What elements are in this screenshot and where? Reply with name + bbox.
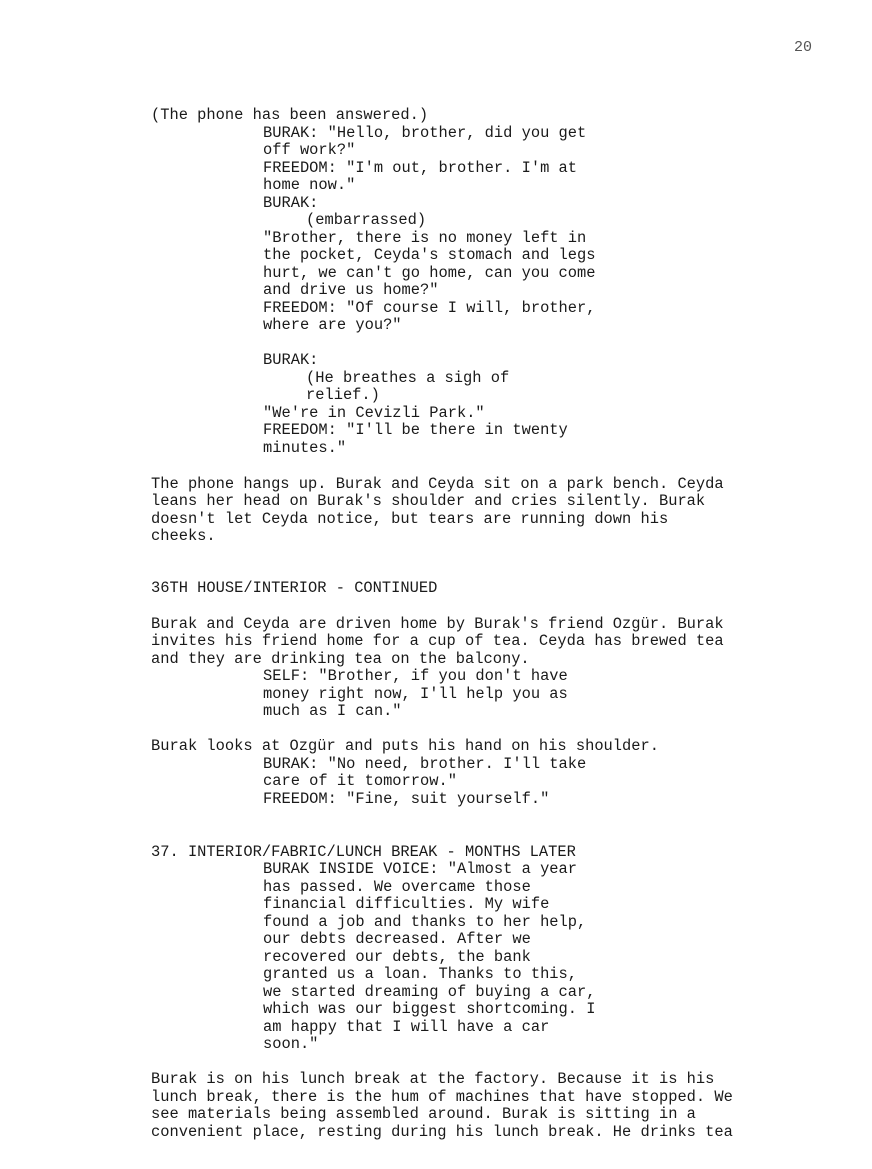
dialogue-line: which was our biggest shortcoming. I: [263, 1000, 596, 1018]
dialogue-line: soon.": [263, 1035, 319, 1053]
dialogue-line: where are you?": [263, 316, 402, 334]
dialogue-line: "We're in Cevizli Park.": [263, 404, 485, 422]
character-cue: BURAK:: [263, 194, 319, 212]
dialogue-line: "Brother, there is no money left in: [263, 229, 587, 247]
dialogue-line: BURAK: "Hello, brother, did you get: [263, 124, 587, 142]
dialogue-line: hurt, we can't go home, can you come: [263, 264, 596, 282]
dialogue-line: our debts decreased. After we: [263, 930, 531, 948]
character-cue: BURAK:: [263, 351, 319, 369]
parenthetical: (embarrassed): [306, 211, 427, 229]
dialogue-line: minutes.": [263, 439, 347, 457]
action-line: leans her head on Burak's shoulder and cries silently. Burak: [151, 492, 706, 510]
action-line: The phone hangs up. Burak and Ceyda sit on a park bench. Ceyda: [151, 475, 724, 493]
dialogue-line: FREEDOM: "I'm out, brother. I'm at: [263, 159, 578, 177]
scene-heading: 37. INTERIOR/FABRIC/LUNCH BREAK - MONTHS LATER: [151, 843, 576, 861]
action-line: (The phone has been answered.): [151, 106, 429, 124]
action-line: doesn't let Ceyda notice, but tears are running down his: [151, 510, 669, 528]
dialogue-line: granted us a loan. Thanks to this,: [263, 965, 578, 983]
dialogue-line: off work?": [263, 141, 356, 159]
action-line: see materials being assembled around. Burak is sitting in a: [151, 1105, 696, 1123]
action-line: Burak is on his lunch break at the factory. Because it is his: [151, 1070, 715, 1088]
action-line: Burak and Ceyda are driven home by Burak's friend Ozgür. Burak: [151, 615, 724, 633]
dialogue-line: and drive us home?": [263, 281, 439, 299]
dialogue-line: FREEDOM: "I'll be there in twenty: [263, 421, 568, 439]
dialogue-line: FREEDOM: "Of course I will, brother,: [263, 299, 596, 317]
scene-heading: 36TH HOUSE/INTERIOR - CONTINUED: [151, 579, 438, 597]
dialogue-line: we started dreaming of buying a car,: [263, 983, 596, 1001]
dialogue-line: recovered our debts, the bank: [263, 948, 531, 966]
dialogue-line: BURAK INSIDE VOICE: "Almost a year: [263, 860, 578, 878]
action-line: invites his friend home for a cup of tea. Ceyda has brewed tea: [151, 632, 724, 650]
dialogue-line: financial difficulties. My wife: [263, 895, 550, 913]
parenthetical: (He breathes a sigh of: [306, 369, 510, 387]
dialogue-line: money right now, I'll help you as: [263, 685, 568, 703]
dialogue-line: the pocket, Ceyda's stomach and legs: [263, 246, 596, 264]
dialogue-line: SELF: "Brother, if you don't have: [263, 667, 568, 685]
dialogue-line: care of it tomorrow.": [263, 772, 457, 790]
dialogue-line: am happy that I will have a car: [263, 1018, 550, 1036]
action-line: Burak looks at Ozgür and puts his hand on his shoulder.: [151, 737, 659, 755]
dialogue-line: BURAK: "No need, brother. I'll take: [263, 755, 587, 773]
action-line: lunch break, there is the hum of machines that have stopped. We: [151, 1088, 733, 1106]
dialogue-line: FREEDOM: "Fine, suit yourself.": [263, 790, 550, 808]
dialogue-line: has passed. We overcame those: [263, 878, 531, 896]
page-number: 20: [794, 39, 813, 56]
dialogue-line: home now.": [263, 176, 356, 194]
action-line: cheeks.: [151, 527, 216, 545]
parenthetical: relief.): [306, 386, 380, 404]
dialogue-line: much as I can.": [263, 702, 402, 720]
dialogue-line: found a job and thanks to her help,: [263, 913, 587, 931]
action-line: and they are drinking tea on the balcony.: [151, 650, 530, 668]
action-line: convenient place, resting during his lunch break. He drinks tea: [151, 1123, 733, 1141]
